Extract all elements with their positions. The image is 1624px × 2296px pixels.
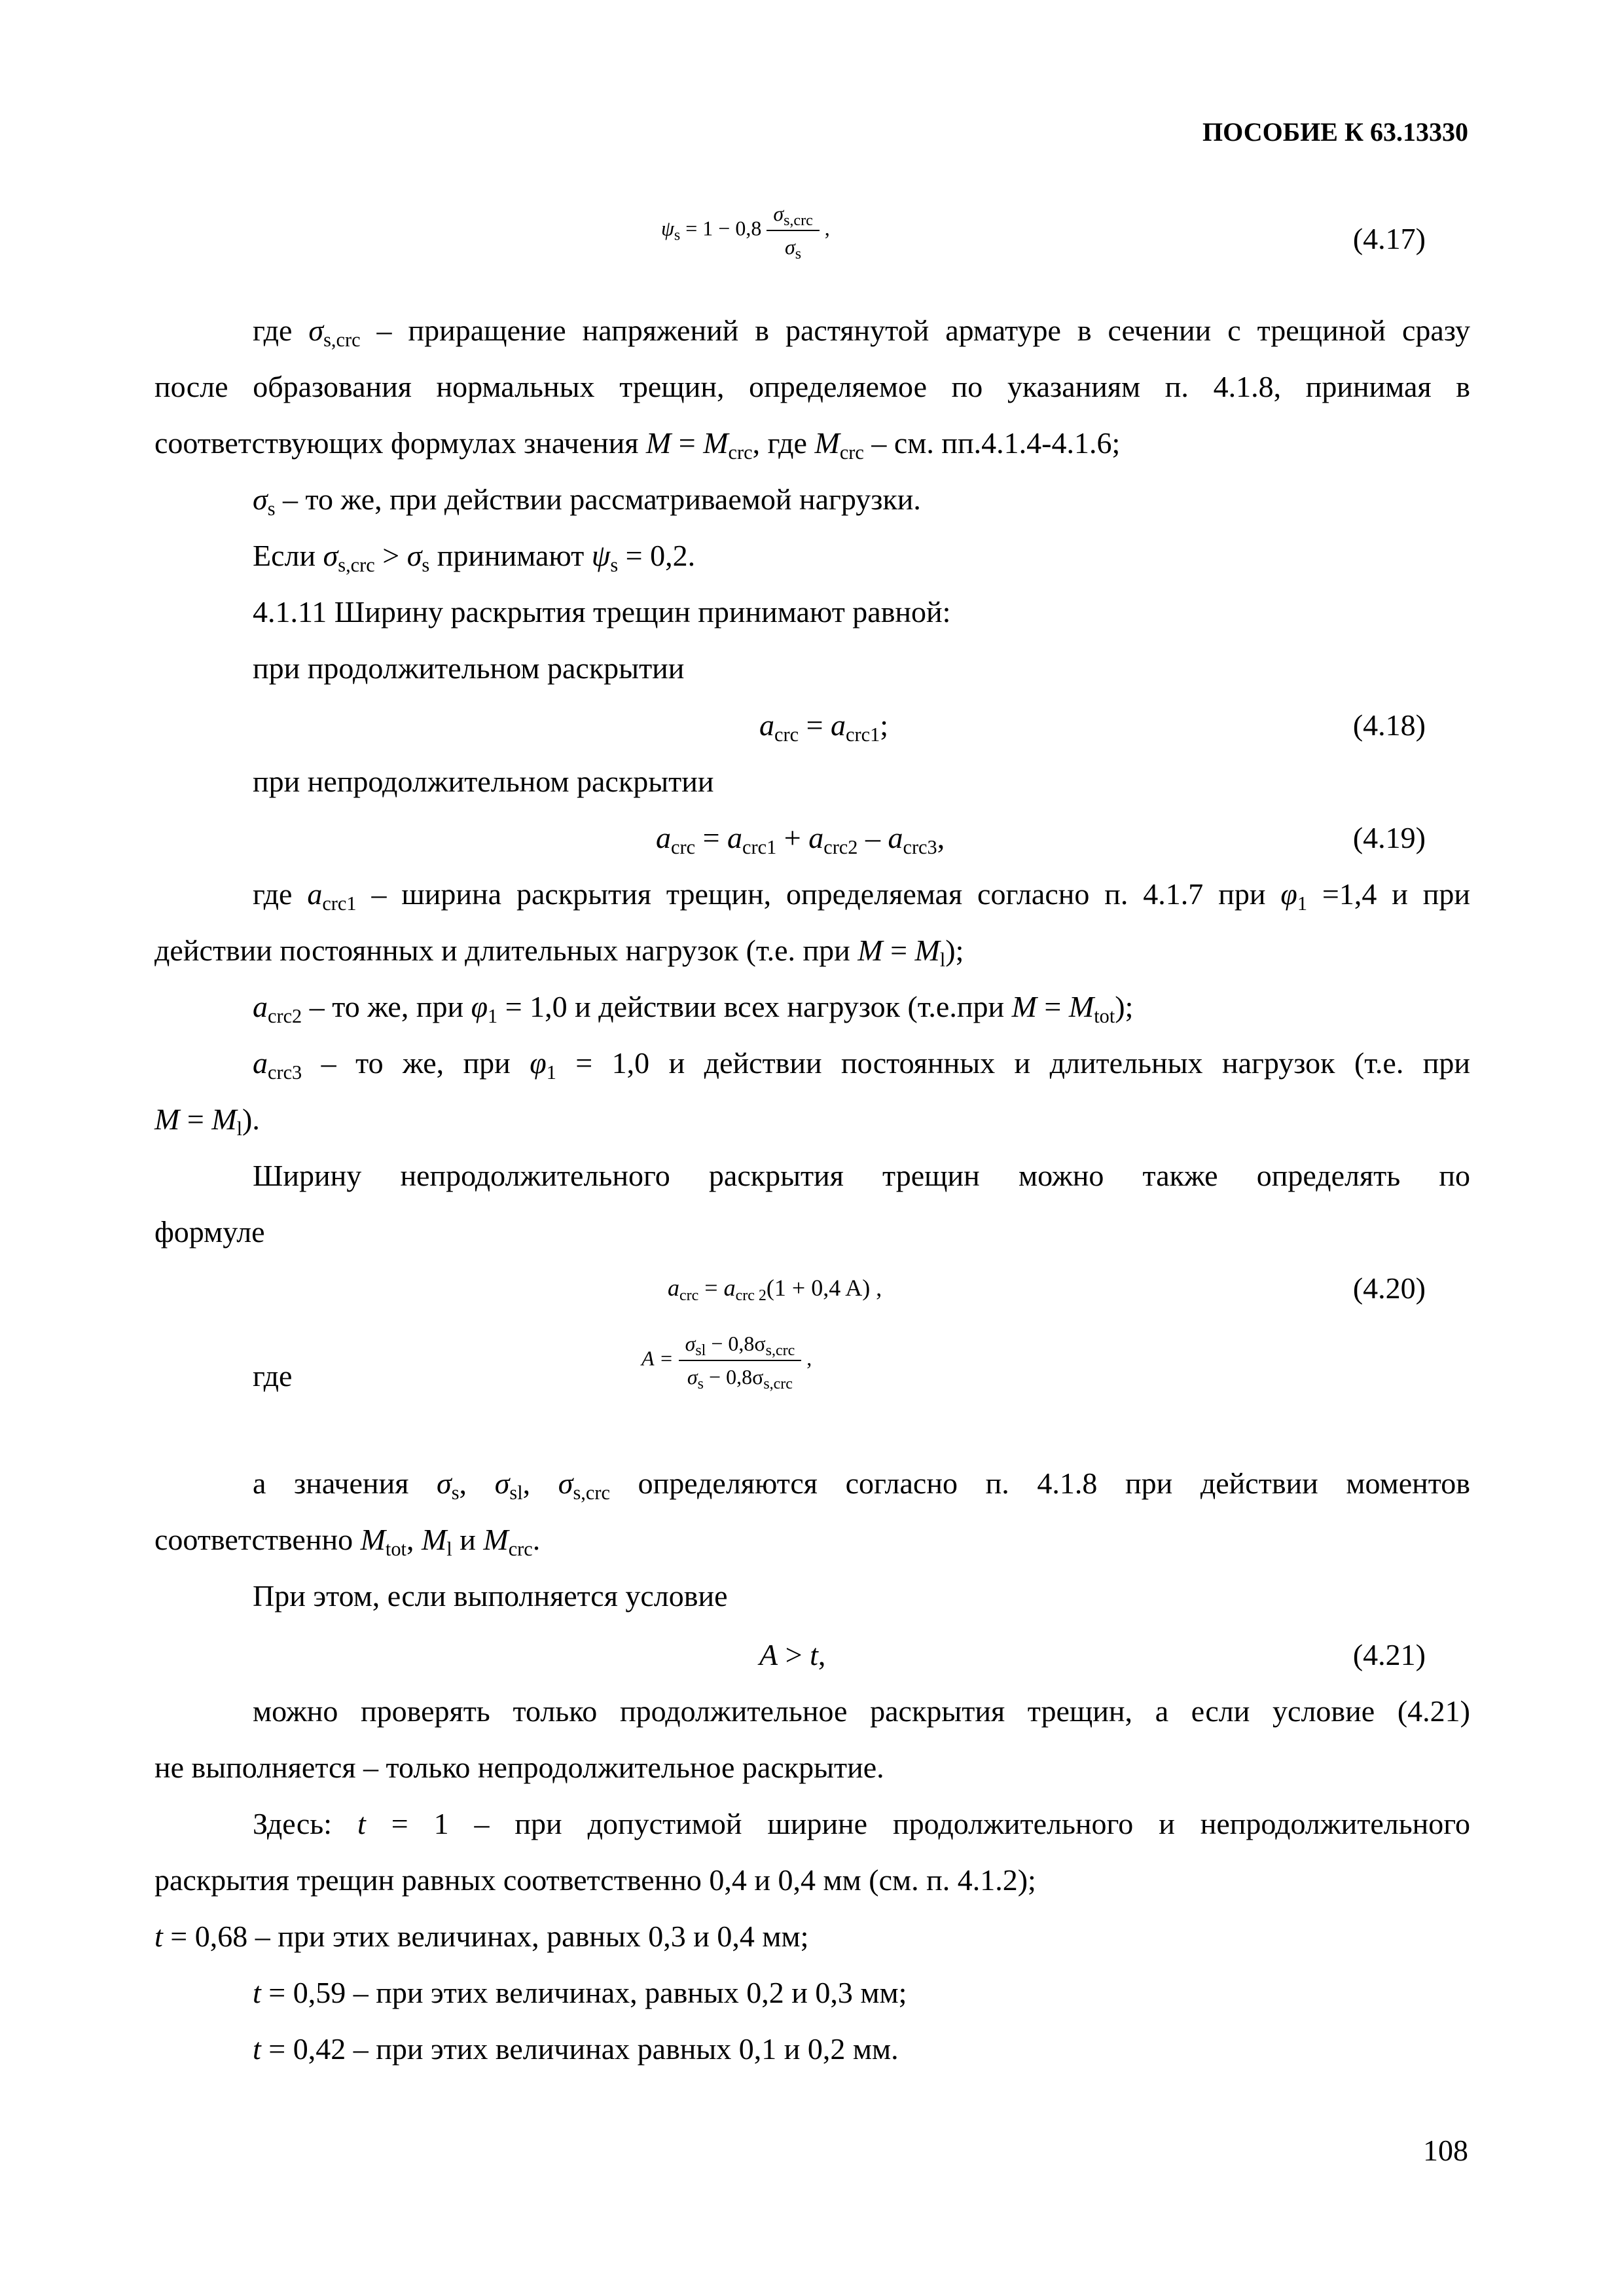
paragraph-line: При этом, если выполняется условие <box>253 1579 728 1613</box>
equation-number: (4.20) <box>1352 1271 1426 1305</box>
paragraph-line: $M = M_l$). <box>154 1102 260 1140</box>
paragraph-line: при непродолжительном раскрытии <box>253 765 714 798</box>
equation-4-18: $a_{crc} = a_{crc1}$; <box>759 708 889 746</box>
paragraph-line: действии постоянных и длительных нагрузок (т.е. при $M = M_l$); <box>154 934 964 972</box>
equation-4-19: $a_{crc} = a_{crc1} + a_{crc2} - a_{crc3}$, <box>656 821 945 859</box>
equation-4-21: A > t, <box>759 1638 826 1671</box>
equation-4-20: $a_{crc} = a_{crc 2}(1 + 0,4$ A) , <box>668 1275 882 1305</box>
paragraph-line: после образования нормальных трещин, определяемое по указаниям п. 4.1.8, принимая в <box>154 370 1470 403</box>
paragraph-line: Здесь: t = 1 – при допустимой ширине продолжительного и непродолжительного <box>253 1807 1471 1840</box>
fraction: $\frac{\sigma_{s,crc}}{\sigma_s}$ <box>767 202 819 259</box>
equation-4-17: $\psi_s = 1 - 0,8$ $\frac{\sigma_{s,crc}}{\sigma_s}$ , <box>661 202 830 263</box>
paragraph-line: формуле <box>154 1215 265 1248</box>
paragraph-line: Ширину непродолжительного раскрытия трещин можно также определять по <box>253 1159 1470 1192</box>
page-number: 108 <box>1423 2134 1468 2167</box>
paragraph-line: t = 0,59 – при этих величинах, равных 0,2 и 0,3 мм; <box>253 1976 907 2009</box>
paragraph-line: $\sigma_s$ – то же, при действии рассматриваемой нагрузки. <box>253 483 921 520</box>
equation-number: (4.17) <box>1352 222 1426 255</box>
fraction: $\frac{\sigma_{sl} - 0,8\sigma_{s,crc}}{\sigma_s - 0,8\sigma_{s,crc}}$ <box>679 1332 802 1389</box>
paragraph-line: соответственно $M_{tot}$, $M_l$ и $M_{crc}$. <box>154 1523 541 1561</box>
paragraph-line: не выполняется – только непродолжительное раскрытие. <box>154 1751 884 1784</box>
paragraph-line: раскрытия трещин равных соответственно 0,4 и 0,4 мм (см. п. 4.1.2); <box>154 1863 1036 1897</box>
section-heading: 4.1.11 Ширину раскрытия трещин принимают равной: <box>253 595 951 629</box>
paragraph-line: а значения $\sigma_s$, $\sigma_{sl}$, $\sigma_{s,crc}$ определяются согласно п. 4.1.8 при действии моментов <box>253 1467 1471 1504</box>
equation-number: (4.19) <box>1352 821 1426 854</box>
equation-number: (4.18) <box>1352 708 1426 742</box>
paragraph-line: при продолжительном раскрытии <box>253 651 685 685</box>
paragraph-line: $a_{crc2}$ – то же, при $\varphi_1 = 1,0$ и действии всех нагрузок (т.е.при $M = M_{tot}$); <box>253 990 1134 1028</box>
paragraph-line: соответствующих формулах значения $M = M_{crc}$, где $M_{crc}$ – см. пп.4.1.4-4.1.6; <box>154 426 1121 464</box>
paragraph-line: Если $\sigma_{s,crc} > \sigma_s$ принимают $\psi_s = 0,2$. <box>253 539 696 577</box>
paragraph-line: $a_{crc3}$ – то же, при $\varphi_1 = 1,0$ и действии постоянных и длительных нагрузок (т.е. при <box>253 1046 1470 1084</box>
page-header: ПОСОБИЕ К 63.13330 <box>1202 117 1468 147</box>
paragraph-line: t = 0,42 – при этих величинах равных 0,1 и 0,2 мм. <box>253 2032 899 2066</box>
paragraph-line: можно проверять только продолжительное раскрытия трещин, а если условие (4.21) <box>253 1694 1470 1728</box>
equation-number: (4.21) <box>1352 1638 1426 1671</box>
paragraph-line: t = 0,68 – при этих величинах, равных 0,3 и 0,4 мм; <box>154 1920 809 1953</box>
where-label: где <box>253 1359 293 1393</box>
paragraph-line: где $a_{crc1}$ – ширина раскрытия трещин, определяемая согласно п. 4.1.7 при $\varphi_1 =1,4$ и при <box>253 877 1471 915</box>
paragraph-line: где $\sigma_{s,crc}$ – приращение напряжений в растянутой арматуре в сечении с трещиной сразу <box>253 314 1470 352</box>
equation-A: A = $\frac{\sigma_{sl} - 0,8\sigma_{s,crc}}{\sigma_s - 0,8\sigma_{s,crc}}$ , <box>641 1332 812 1393</box>
